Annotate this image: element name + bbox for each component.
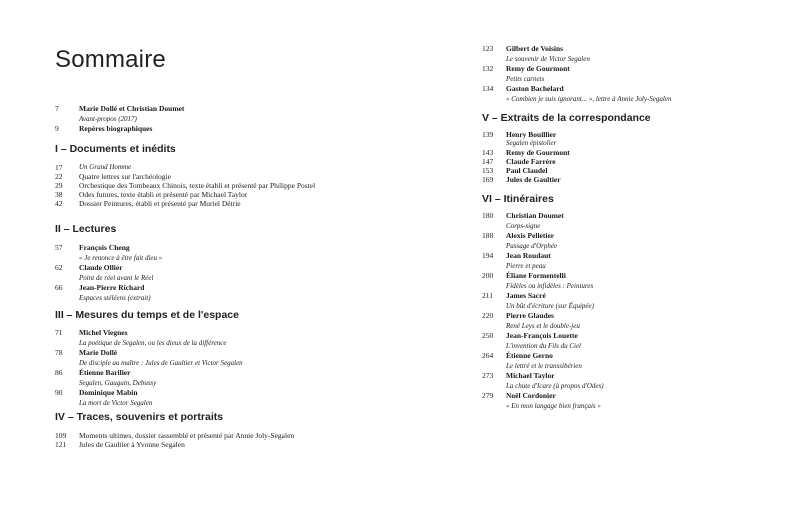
entry-author: Christian Doumet xyxy=(506,211,564,220)
entry-author: Paul Claudel xyxy=(506,166,548,175)
page-number: 121 xyxy=(55,440,67,449)
entry-author: Jean Roudaut xyxy=(506,251,551,260)
entry-author: Henry Bouillier xyxy=(506,130,557,139)
section-6-list xyxy=(482,211,782,411)
entry-work-title: Corps-signe xyxy=(506,222,541,230)
section-3-list xyxy=(55,328,415,408)
page-number: 57 xyxy=(55,243,63,252)
entry-author: Gilbert de Voisins xyxy=(506,44,564,53)
entry-text xyxy=(506,157,782,166)
entry-text xyxy=(506,231,782,251)
entry-text xyxy=(506,148,782,157)
toc-entry xyxy=(55,283,415,303)
entry-text xyxy=(506,44,782,64)
entry-text xyxy=(506,391,782,411)
entry-text xyxy=(506,166,782,175)
section-4-list xyxy=(55,431,415,449)
page-number: 153 xyxy=(482,166,494,175)
toc-entry xyxy=(482,351,782,371)
entry-author: Remy de Gourmont xyxy=(506,64,570,73)
entry-author: James Sacré xyxy=(506,291,546,300)
entry-title: Dossier Peintures, établi et présenté par Muriel Détrie xyxy=(79,199,241,208)
page-title: Sommaire xyxy=(55,46,166,73)
entry-title: Jules de Gaultier à Yvonne Segalen xyxy=(79,440,185,449)
page-number: 66 xyxy=(55,283,63,292)
page-number: 78 xyxy=(55,348,63,357)
entry-work-title: « Je renonce à être fait dieu » xyxy=(79,254,163,262)
toc-entry xyxy=(55,104,415,124)
toc-entry xyxy=(482,64,782,84)
entry-text xyxy=(79,263,415,283)
toc-entry xyxy=(482,44,782,64)
entry-text xyxy=(79,283,415,303)
entry-author: Gaston Bachelard xyxy=(506,84,564,93)
entry-text xyxy=(79,368,415,388)
entry-text xyxy=(79,348,415,368)
page-number: 62 xyxy=(55,263,63,272)
page-number: 123 xyxy=(482,44,494,53)
entry-text xyxy=(506,331,782,351)
toc-entry xyxy=(55,190,415,199)
page-number: 194 xyxy=(482,251,494,260)
entry-text xyxy=(79,431,415,440)
page-number: 134 xyxy=(482,84,494,93)
page-number: 90 xyxy=(55,388,63,397)
section-2-list xyxy=(55,243,415,303)
toc-entry xyxy=(482,371,782,391)
entry-work-title: « En mon langage bien français » xyxy=(506,402,601,410)
toc-entry xyxy=(482,148,782,157)
entry-author: Jules de Gaultier xyxy=(506,175,561,184)
toc-entry xyxy=(55,124,415,134)
page-number: 109 xyxy=(55,431,67,440)
entry-author: Remy de Gourmont xyxy=(506,148,570,157)
entry-author: Éliane Formentelli xyxy=(506,271,566,280)
toc-entry xyxy=(482,391,782,411)
page-number: 147 xyxy=(482,157,494,166)
page-number: 42 xyxy=(55,199,63,208)
entry-text xyxy=(79,124,415,134)
toc-entry xyxy=(55,181,415,190)
entry-author: Jean-Pierre Richard xyxy=(79,283,145,292)
page-number: 132 xyxy=(482,64,494,73)
toc-entry xyxy=(55,328,415,348)
toc-entry xyxy=(482,130,782,148)
entry-author: Étienne Barilier xyxy=(79,368,131,377)
entry-author: Alexis Pelletier xyxy=(506,231,555,240)
toc-entry xyxy=(55,263,415,283)
entry-text xyxy=(506,271,782,291)
page-number: 71 xyxy=(55,328,63,337)
page-number: 22 xyxy=(55,172,63,181)
entry-text xyxy=(506,311,782,331)
entry-work-title: Petits carnets xyxy=(506,75,545,83)
toc-entry xyxy=(482,311,782,331)
page-number: 86 xyxy=(55,368,63,377)
page-number: 273 xyxy=(482,371,494,380)
page-number: 211 xyxy=(482,291,493,300)
page-number: 143 xyxy=(482,148,494,157)
toc-entry xyxy=(482,84,782,104)
entry-work-title: De disciple au maître : Jules de Gaultier et Victor Segalen xyxy=(79,359,243,367)
toc-entry xyxy=(482,231,782,251)
entry-work-title: Segalen épistolier xyxy=(506,139,557,147)
page-number: 38 xyxy=(55,190,63,199)
toc-entry xyxy=(482,175,782,184)
entry-work-title: Avant-propos (2017) xyxy=(79,115,137,123)
toc-entry xyxy=(55,243,415,263)
entry-text xyxy=(506,371,782,391)
page-number: 17 xyxy=(55,163,63,172)
entry-author: Noël Cordonier xyxy=(506,391,556,400)
section-1-list xyxy=(55,163,415,208)
entry-text xyxy=(79,104,415,124)
entry-text xyxy=(79,199,415,208)
toc-entry xyxy=(482,211,782,231)
entry-work-title: La poétique de Segalen, ou les dieux de la différence xyxy=(79,339,227,347)
section-heading-3: III – Mesures du temps et de l'espace xyxy=(55,309,239,321)
entry-title: Un Grand Homme xyxy=(79,163,132,171)
entry-work-title: Segalen, Gauguin, Debussy xyxy=(79,379,157,387)
entry-title: Quatre lettres sur l'archéologie xyxy=(79,172,171,181)
entry-work-title: Passage d'Orphée xyxy=(506,242,558,250)
page-number: 29 xyxy=(55,181,63,190)
toc-entry xyxy=(55,172,415,181)
toc-entry xyxy=(55,348,415,368)
entry-text xyxy=(506,251,782,271)
page-number: 180 xyxy=(482,211,494,220)
toc-entry xyxy=(55,368,415,388)
entry-text xyxy=(506,211,782,231)
entry-work-title: L'invention du Fils du Ciel xyxy=(506,342,581,350)
section-heading-1: I – Documents et inédits xyxy=(55,143,176,155)
entry-author: Dominique Mabin xyxy=(79,388,138,397)
page-number: 188 xyxy=(482,231,494,240)
page-number: 264 xyxy=(482,351,494,360)
toc-entry xyxy=(55,431,415,440)
entry-text xyxy=(79,190,415,199)
entry-text xyxy=(79,181,415,190)
toc-entry xyxy=(482,166,782,175)
entry-text xyxy=(506,130,782,148)
entry-author: Jean-François Louette xyxy=(506,331,578,340)
entry-work-title: La chute d'Icare (à propos d'Odes) xyxy=(506,382,604,390)
section-4-continued-list xyxy=(482,44,782,104)
toc-entry xyxy=(482,157,782,166)
entry-text xyxy=(506,291,782,311)
section-heading-5: V – Extraits de la correspondance xyxy=(482,112,651,124)
entry-title: Moments ultimes, dossier rassemblé et présenté par Annie Joly-Segalen xyxy=(79,431,295,440)
entry-author: Michael Taylor xyxy=(506,371,555,380)
section-heading-6: VI – Itinéraires xyxy=(482,193,554,205)
entry-author: Michel Viegnes xyxy=(79,328,128,337)
section-heading-4: IV – Traces, souvenirs et portraits xyxy=(55,411,224,423)
toc-entry xyxy=(55,199,415,208)
entry-title: Orchestique des Tombeaux Chinois, texte établi et présenté par Philippe Postel xyxy=(79,181,316,190)
page-number: 169 xyxy=(482,175,494,184)
entry-text xyxy=(79,440,415,449)
entry-author: Marie Dollé xyxy=(79,348,118,357)
entry-text xyxy=(79,172,415,181)
page-number: 7 xyxy=(55,104,59,113)
entry-text xyxy=(506,84,782,104)
section-5-list xyxy=(482,130,782,184)
toc-entry xyxy=(55,163,415,172)
entry-work-title: Le lettré et le transsibérien xyxy=(506,362,582,370)
entry-text xyxy=(506,64,782,84)
entry-work-title: Un bût d'écriture (sur Équipée) xyxy=(506,302,594,310)
entry-author: Marie Dollé et Christian Doumet xyxy=(79,104,185,113)
entry-text xyxy=(79,328,415,348)
toc-entry xyxy=(55,388,415,408)
toc-entry xyxy=(482,271,782,291)
toc-entry xyxy=(55,440,415,449)
page-number: 139 xyxy=(482,130,494,139)
entry-text xyxy=(506,175,782,184)
entry-text xyxy=(506,351,782,371)
entry-text xyxy=(79,388,415,408)
entry-text xyxy=(79,163,415,172)
entry-work-title: La mort de Victor Segalen xyxy=(79,399,153,407)
entry-work-title: « Combien je suis ignorant... », lettre à Annie Joly-Segalen xyxy=(506,95,672,103)
entry-author: Pierre Glaudes xyxy=(506,311,554,320)
intro-list xyxy=(55,104,415,134)
toc-entry xyxy=(482,251,782,271)
entry-work-title: Pierre et peau xyxy=(506,262,546,270)
entry-work-title: Fidèles ou infidèles : Peintures xyxy=(506,282,594,290)
entry-author: François Cheng xyxy=(79,243,130,252)
entry-work-title: Espaces stéléens (extrait) xyxy=(79,294,151,302)
page-number: 220 xyxy=(482,311,494,320)
entry-title: Odes futures, texte établi et présenté par Michael Taylor xyxy=(79,190,248,199)
page-number: 9 xyxy=(55,124,59,133)
entry-author: Étienne Gerno xyxy=(506,351,553,360)
entry-text xyxy=(79,243,415,263)
entry-work-title: Point de réel avant le Réel xyxy=(79,274,154,282)
entry-author: Claude Ollier xyxy=(79,263,123,272)
section-heading-2: II – Lectures xyxy=(55,223,117,235)
entry-author: Claude Farrère xyxy=(506,157,556,166)
page-number: 200 xyxy=(482,271,494,280)
entry-work-title: Le souvenir de Victor Segalen xyxy=(506,55,590,63)
page-number: 250 xyxy=(482,331,494,340)
entry-work-title: René Leys et le double-jeu xyxy=(506,322,580,330)
entry-author: Repères biographiques xyxy=(79,124,153,133)
page-number: 279 xyxy=(482,391,494,400)
toc-entry xyxy=(482,291,782,311)
toc-entry xyxy=(482,331,782,351)
